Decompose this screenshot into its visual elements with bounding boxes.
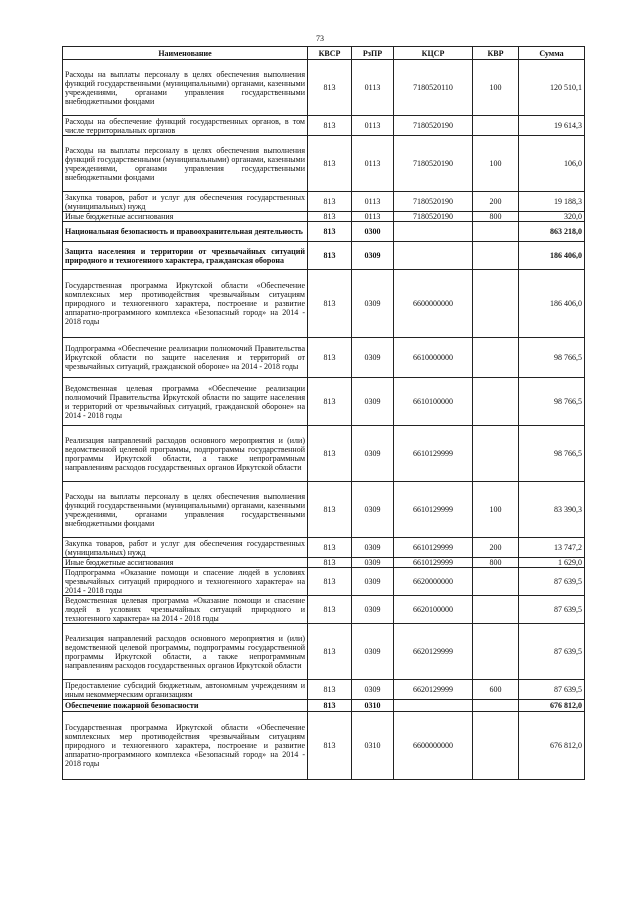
- cell-kvr: [473, 596, 519, 624]
- cell-rzpr: 0309: [352, 558, 394, 568]
- table-row: [63, 700, 585, 712]
- cell-kcsr: 6610100000: [394, 378, 473, 426]
- cell-kcsr: 6610129999: [394, 482, 473, 538]
- table-row: [63, 568, 585, 596]
- cell-sum: 106,0: [519, 136, 585, 192]
- cell-kvsr: 813: [308, 558, 352, 568]
- cell-kvsr: 813: [308, 270, 352, 338]
- table-row: [63, 538, 585, 558]
- cell-name: Ведомственная целевая программа «Обеспечение реализации полномочий Правительства Иркутской области по защите населения и территорий от чрезвычайных ситуаций, гражданской обороне» на 2014 - 2018 годы: [63, 378, 308, 426]
- cell-rzpr: 0309: [352, 242, 394, 270]
- table-row: [63, 482, 585, 538]
- cell-kcsr: 6600000000: [394, 712, 473, 780]
- cell-kvr: [473, 222, 519, 242]
- cell-kvsr: 813: [308, 192, 352, 212]
- cell-rzpr: 0113: [352, 212, 394, 222]
- cell-kvr: 200: [473, 192, 519, 212]
- table-row: [63, 192, 585, 212]
- cell-kvsr: 813: [308, 60, 352, 116]
- cell-name: Закупка товаров, работ и услуг для обеспечения государственных (муниципальных) нужд: [63, 192, 308, 212]
- cell-rzpr: 0310: [352, 700, 394, 712]
- cell-kvr: [473, 338, 519, 378]
- table-row: [63, 378, 585, 426]
- cell-kcsr: 6620000000: [394, 568, 473, 596]
- cell-sum: 98 766,5: [519, 426, 585, 482]
- table-body: [63, 60, 585, 780]
- cell-sum: 676 812,0: [519, 700, 585, 712]
- cell-kcsr: 6620129999: [394, 624, 473, 680]
- header-kcsr: КЦСР: [394, 47, 473, 60]
- cell-name: Расходы на выплаты персоналу в целях обеспечения выполнения функций государственными (муниципальными) органами, казенными учреждениями, органами управления государственными внебюджетными фондами: [63, 482, 308, 538]
- cell-sum: 13 747,2: [519, 538, 585, 558]
- header-rzpr: РзПР: [352, 47, 394, 60]
- cell-rzpr: 0310: [352, 712, 394, 780]
- table-row: [63, 116, 585, 136]
- header-kvsr: КВСР: [308, 47, 352, 60]
- header-sum: Сумма: [519, 47, 585, 60]
- cell-kvr: 100: [473, 482, 519, 538]
- page-number: 73: [316, 34, 324, 43]
- cell-rzpr: 0113: [352, 192, 394, 212]
- cell-kvr: [473, 712, 519, 780]
- cell-kvsr: 813: [308, 624, 352, 680]
- cell-kvr: 600: [473, 680, 519, 700]
- cell-rzpr: 0113: [352, 116, 394, 136]
- table-row: [63, 426, 585, 482]
- cell-sum: 120 510,1: [519, 60, 585, 116]
- cell-kcsr: 6610129999: [394, 558, 473, 568]
- cell-name: Защита населения и территории от чрезвычайных ситуаций природного и техногенного характера, гражданская оборона: [63, 242, 308, 270]
- cell-rzpr: 0113: [352, 136, 394, 192]
- cell-sum: 87 639,5: [519, 680, 585, 700]
- cell-kvsr: 813: [308, 212, 352, 222]
- cell-name: Расходы на выплаты персоналу в целях обеспечения выполнения функций государственными (муниципальными) органами, казенными учреждениями, органами управления государственными внебюджетными фондами: [63, 60, 308, 116]
- cell-sum: 19 188,3: [519, 192, 585, 212]
- budget-table: [62, 46, 585, 780]
- cell-sum: 1 629,0: [519, 558, 585, 568]
- cell-name: Расходы на выплаты персоналу в целях обеспечения выполнения функций государственными (муниципальными) органами, казенными учреждениями, органами управления государственными внебюджетными фондами: [63, 136, 308, 192]
- cell-sum: 863 218,0: [519, 222, 585, 242]
- cell-rzpr: 0300: [352, 222, 394, 242]
- cell-name: Реализация направлений расходов основного мероприятия и (или) ведомственной целевой программы, подпрограммы государственной программы Иркутской области, а также непрограммным направлениям расходов государственных органов Иркутской области: [63, 426, 308, 482]
- cell-rzpr: 0309: [352, 482, 394, 538]
- table-row: [63, 624, 585, 680]
- cell-kvsr: 813: [308, 596, 352, 624]
- table-row: [63, 222, 585, 242]
- cell-name: Подпрограмма «Обеспечение реализации полномочий Правительства Иркутской области по защите населения и территорий от чрезвычайных ситуаций, гражданской обороне» на 2014 - 2018 годы: [63, 338, 308, 378]
- table-row: [63, 712, 585, 780]
- cell-kcsr: 7180520190: [394, 136, 473, 192]
- cell-sum: 320,0: [519, 212, 585, 222]
- cell-rzpr: 0309: [352, 680, 394, 700]
- cell-kcsr: [394, 222, 473, 242]
- header-kvr: КВР: [473, 47, 519, 60]
- cell-kvr: 100: [473, 136, 519, 192]
- cell-kcsr: 7180520190: [394, 212, 473, 222]
- cell-kvr: 200: [473, 538, 519, 558]
- cell-rzpr: 0309: [352, 596, 394, 624]
- cell-kcsr: 6620129999: [394, 680, 473, 700]
- cell-sum: 186 406,0: [519, 242, 585, 270]
- cell-rzpr: 0113: [352, 60, 394, 116]
- cell-kcsr: 7180520190: [394, 192, 473, 212]
- table-row: [63, 136, 585, 192]
- cell-kcsr: [394, 700, 473, 712]
- cell-name: Государственная программа Иркутской области «Обеспечение комплексных мер противодействия чрезвычайным ситуациям природного и техногенного характера, построение и развитие аппаратно-программного комплекса «Безопасный город» на 2014 - 2018 годы: [63, 712, 308, 780]
- cell-sum: 676 812,0: [519, 712, 585, 780]
- table-row: [63, 680, 585, 700]
- cell-sum: 19 614,3: [519, 116, 585, 136]
- cell-kvsr: 813: [308, 568, 352, 596]
- cell-kvr: [473, 624, 519, 680]
- cell-kvsr: 813: [308, 242, 352, 270]
- cell-kcsr: 6610129999: [394, 426, 473, 482]
- cell-kcsr: [394, 242, 473, 270]
- cell-name: Подпрограмма «Оказание помощи и спасение людей в условиях чрезвычайных ситуаций природного и техногенного характера» на 2014 - 2018 годы: [63, 568, 308, 596]
- cell-name: Иные бюджетные ассигнования: [63, 558, 308, 568]
- cell-kvsr: 813: [308, 426, 352, 482]
- cell-name: Национальная безопасность и правоохранительная деятельность: [63, 222, 308, 242]
- cell-kvsr: 813: [308, 700, 352, 712]
- cell-kvsr: 813: [308, 680, 352, 700]
- cell-sum: 87 639,5: [519, 624, 585, 680]
- cell-kcsr: 6600000000: [394, 270, 473, 338]
- cell-kcsr: 6620100000: [394, 596, 473, 624]
- cell-kvsr: 813: [308, 538, 352, 558]
- cell-kcsr: 6610000000: [394, 338, 473, 378]
- cell-rzpr: 0309: [352, 568, 394, 596]
- cell-name: Иные бюджетные ассигнования: [63, 212, 308, 222]
- cell-kcsr: 6610129999: [394, 538, 473, 558]
- cell-kvr: [473, 116, 519, 136]
- header-name: Наименование: [63, 47, 308, 60]
- cell-name: Обеспечение пожарной безопасности: [63, 700, 308, 712]
- cell-rzpr: 0309: [352, 426, 394, 482]
- cell-kvsr: 813: [308, 712, 352, 780]
- cell-kvsr: 813: [308, 222, 352, 242]
- cell-name: Расходы на обеспечение функций государственных органов, в том числе территориальных органов: [63, 116, 308, 136]
- cell-name: Ведомственная целевая программа «Оказание помощи и спасение людей в условиях чрезвычайных ситуаций природного и техногенного характера» на 2014 - 2018 годы: [63, 596, 308, 624]
- table-row: [63, 338, 585, 378]
- cell-name: Государственная программа Иркутской области «Обеспечение комплексных мер противодействия чрезвычайным ситуациям природного и техногенного характера, построение и развитие аппаратно-программного комплекса «Безопасный город» на 2014 - 2018 годы: [63, 270, 308, 338]
- cell-kcsr: 7180520110: [394, 60, 473, 116]
- cell-kvsr: 813: [308, 482, 352, 538]
- cell-name: Закупка товаров, работ и услуг для обеспечения государственных (муниципальных) нужд: [63, 538, 308, 558]
- cell-rzpr: 0309: [352, 538, 394, 558]
- table-row: [63, 558, 585, 568]
- cell-kvr: [473, 426, 519, 482]
- cell-sum: 98 766,5: [519, 338, 585, 378]
- cell-kvr: [473, 270, 519, 338]
- cell-kvr: [473, 378, 519, 426]
- cell-sum: 87 639,5: [519, 596, 585, 624]
- cell-kvsr: 813: [308, 136, 352, 192]
- table-row: [63, 596, 585, 624]
- cell-sum: 87 639,5: [519, 568, 585, 596]
- cell-kvr: [473, 242, 519, 270]
- cell-rzpr: 0309: [352, 624, 394, 680]
- table-row: [63, 212, 585, 222]
- table-row: [63, 270, 585, 338]
- cell-rzpr: 0309: [352, 378, 394, 426]
- cell-kvr: 100: [473, 60, 519, 116]
- cell-kvsr: 813: [308, 338, 352, 378]
- cell-kvr: 800: [473, 212, 519, 222]
- table-row: [63, 60, 585, 116]
- cell-sum: 186 406,0: [519, 270, 585, 338]
- cell-name: Предоставление субсидий бюджетным, автономным учреждениям и иным некоммерческим организациям: [63, 680, 308, 700]
- table-row: [63, 242, 585, 270]
- cell-sum: 98 766,5: [519, 378, 585, 426]
- cell-rzpr: 0309: [352, 270, 394, 338]
- cell-kvsr: 813: [308, 116, 352, 136]
- cell-name: Реализация направлений расходов основного мероприятия и (или) ведомственной целевой программы, подпрограммы государственной программы Иркутской области, а также непрограммным направлениям расходов государственных органов Иркутской области: [63, 624, 308, 680]
- table-header-row: [63, 47, 585, 60]
- cell-kcsr: 7180520190: [394, 116, 473, 136]
- cell-kvr: [473, 700, 519, 712]
- cell-kvsr: 813: [308, 378, 352, 426]
- cell-kvr: 800: [473, 558, 519, 568]
- cell-kvr: [473, 568, 519, 596]
- cell-sum: 83 390,3: [519, 482, 585, 538]
- cell-rzpr: 0309: [352, 338, 394, 378]
